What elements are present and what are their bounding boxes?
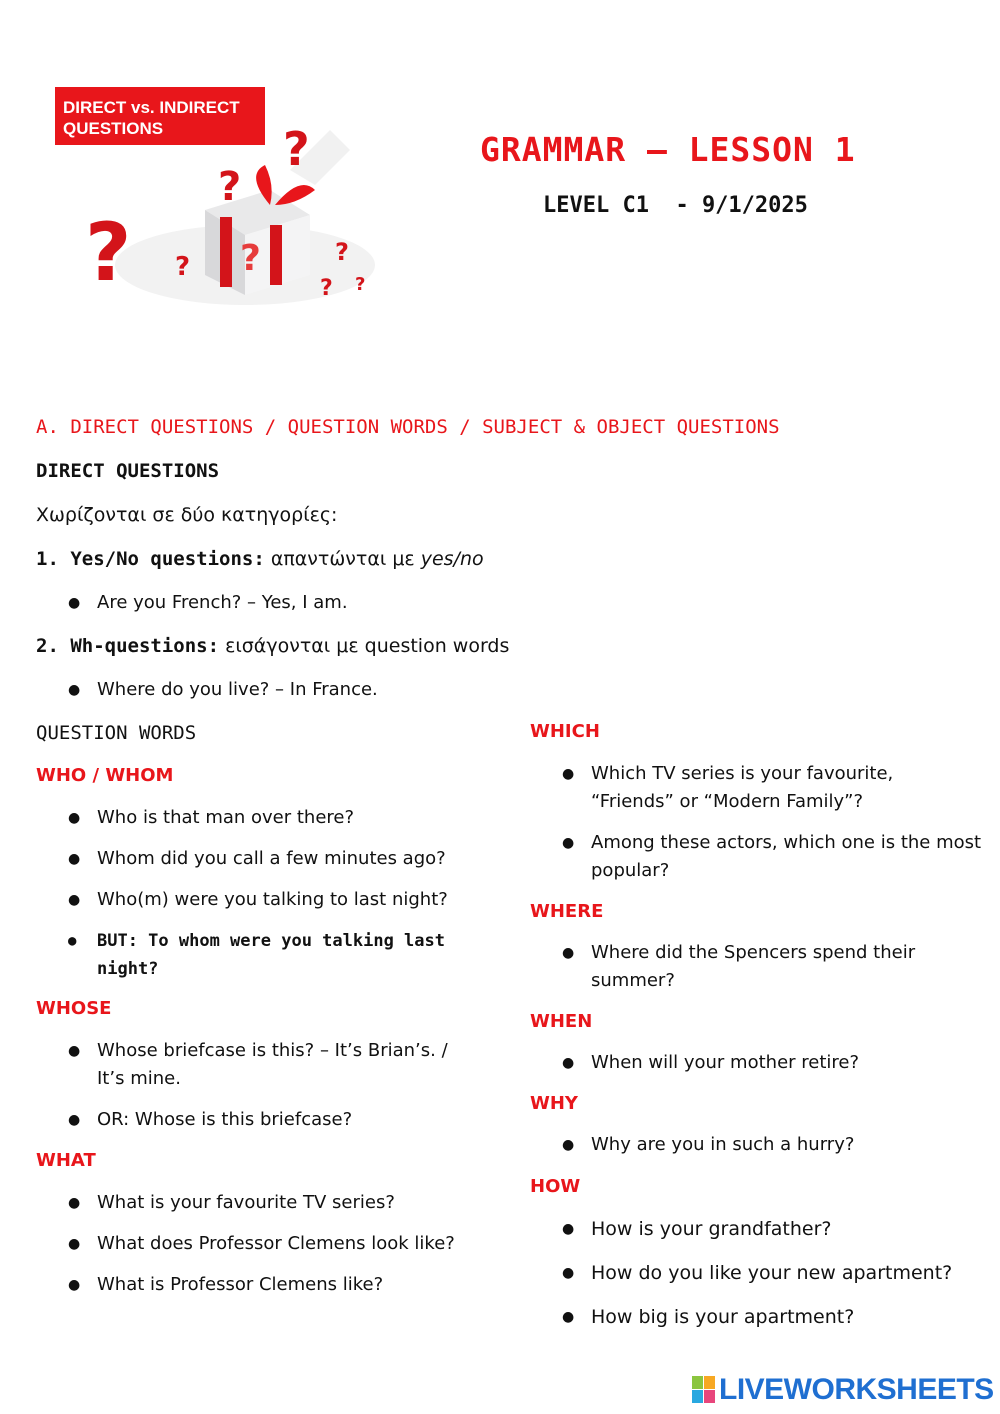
svg-text:?: ?: [320, 276, 333, 301]
list-item: ● Whom did you call a few minutes ago?: [68, 848, 446, 869]
whose-label: WHOSE: [36, 998, 112, 1019]
wh-text: εισάγονται με question words: [219, 635, 510, 657]
yes-no-item: [36, 548, 484, 570]
list-item: ● How big is your apartment?: [562, 1306, 855, 1328]
question-words-heading: QUESTION WORDS: [36, 722, 197, 744]
svg-text:?: ?: [355, 274, 366, 295]
list-item: ● Why are you in such a hurry?: [562, 1134, 855, 1155]
when-label: WHEN: [530, 1011, 593, 1032]
list-item-text: “Friends” or “Modern Family”?: [591, 791, 864, 812]
list-item: ● What is your favourite TV series?: [68, 1192, 395, 1213]
list-item-text: Which TV series is your favourite,: [591, 763, 894, 784]
lesson-level-date: LEVEL C1 - 9/1/2025: [543, 193, 808, 218]
lesson-title: GRAMMAR – LESSON 1: [480, 130, 856, 169]
list-item: ● Among these actors, which one is the most popular?: [562, 832, 982, 881]
list-item-text: BUT: To whom were you talking last: [97, 931, 445, 951]
section-a-heading: A. DIRECT QUESTIONS / QUESTION WORDS / SUBJECT & OBJECT QUESTIONS: [36, 416, 780, 438]
list-item-text: Whose briefcase is this? – It’s Brian’s. /: [97, 1040, 448, 1061]
list-item-text: How do you like your new apartment?: [591, 1262, 953, 1284]
svg-text:?: ?: [335, 238, 349, 266]
list-item-text: Why are you in such a hurry?: [591, 1134, 855, 1155]
what-label: WHAT: [36, 1150, 96, 1171]
lesson-banner-image: [55, 75, 375, 305]
list-item-text: night?: [97, 959, 159, 979]
list-item: ● BUT: To whom were you talking last night?: [68, 931, 445, 979]
direct-questions-heading: DIRECT QUESTIONS: [36, 460, 220, 482]
list-item-text: What is your favourite TV series?: [97, 1192, 395, 1213]
list-item: ● When will your mother retire?: [562, 1052, 860, 1073]
list-item-text: When will your mother retire?: [591, 1052, 860, 1073]
list-item: ● What does Professor Clemens look like?: [68, 1233, 455, 1254]
list-item-text: What does Professor Clemens look like?: [97, 1233, 455, 1254]
list-item: ● Which TV series is your favourite, “Friends” or “Modern Family”?: [562, 763, 894, 812]
list-item: ● Where do you live? – In France.: [68, 679, 378, 700]
list-item-text: Whom did you call a few minutes ago?: [97, 848, 446, 869]
list-item-text: How is your grandfather?: [591, 1218, 832, 1240]
svg-text:?: ?: [283, 122, 310, 176]
list-item: ● Who is that man over there?: [68, 807, 355, 828]
list-item: ● Who(m) were you talking to last night?: [68, 889, 448, 910]
banner-label-line1: DIRECT vs. INDIRECT: [63, 98, 240, 117]
liveworksheets-logo[interactable]: [692, 1374, 994, 1406]
svg-text:?: ?: [240, 238, 261, 279]
list-item: ● How do you like your new apartment?: [562, 1262, 953, 1284]
how-label: HOW: [530, 1176, 581, 1197]
yes-no-text: απαντώνται με: [264, 548, 421, 570]
where-label: WHERE: [530, 901, 604, 922]
example-text: Where do you live? – In France.: [97, 679, 378, 700]
list-item-text: Where did the Spencers spend their: [591, 942, 916, 963]
why-label: WHY: [530, 1093, 578, 1114]
list-item-text: popular?: [591, 860, 670, 881]
list-item-text: It’s mine.: [97, 1068, 181, 1089]
list-item-text: How big is your apartment?: [591, 1306, 855, 1328]
list-item-text: Who(m) were you talking to last night?: [97, 889, 448, 910]
list-item: ● How is your grandfather?: [562, 1218, 832, 1240]
list-item-text: summer?: [591, 970, 675, 991]
list-item: ● What is Professor Clemens like?: [68, 1274, 384, 1295]
svg-text:?: ?: [175, 252, 191, 282]
wh-item: [36, 635, 509, 657]
who-whom-label: WHO / WHOM: [36, 765, 174, 786]
list-item-text: What is Professor Clemens like?: [97, 1274, 384, 1295]
example-text: Are you French? – Yes, I am.: [97, 592, 348, 613]
intro-text: Χωρίζονται σε δύο κατηγορίες:: [36, 504, 338, 526]
list-item: ● Where did the Spencers spend their summer?: [562, 942, 916, 991]
banner-label-line2: QUESTIONS: [63, 119, 164, 138]
svg-text:?: ?: [218, 164, 242, 210]
yes-no-label: 1. Yes/No questions:: [36, 548, 265, 570]
list-item-text: OR: Whose is this briefcase?: [97, 1109, 353, 1130]
which-label: WHICH: [530, 721, 600, 742]
liveworksheets-logo-icon: [692, 1376, 716, 1404]
liveworksheets-logo-text: LIVEWORKSHEETS: [719, 1373, 994, 1406]
svg-text:?: ?: [85, 206, 132, 299]
list-item: ● Whose briefcase is this? – It’s Brian’s. / It’s mine.: [68, 1040, 448, 1089]
list-item-text: Among these actors, which one is the most: [591, 832, 982, 853]
list-item-text: Who is that man over there?: [97, 807, 355, 828]
wh-label: 2. Wh-questions:: [36, 635, 220, 657]
list-item: ● Are you French? – Yes, I am.: [68, 592, 348, 613]
yes-no-italic: yes/no: [420, 548, 484, 570]
list-item: ● OR: Whose is this briefcase?: [68, 1109, 353, 1130]
